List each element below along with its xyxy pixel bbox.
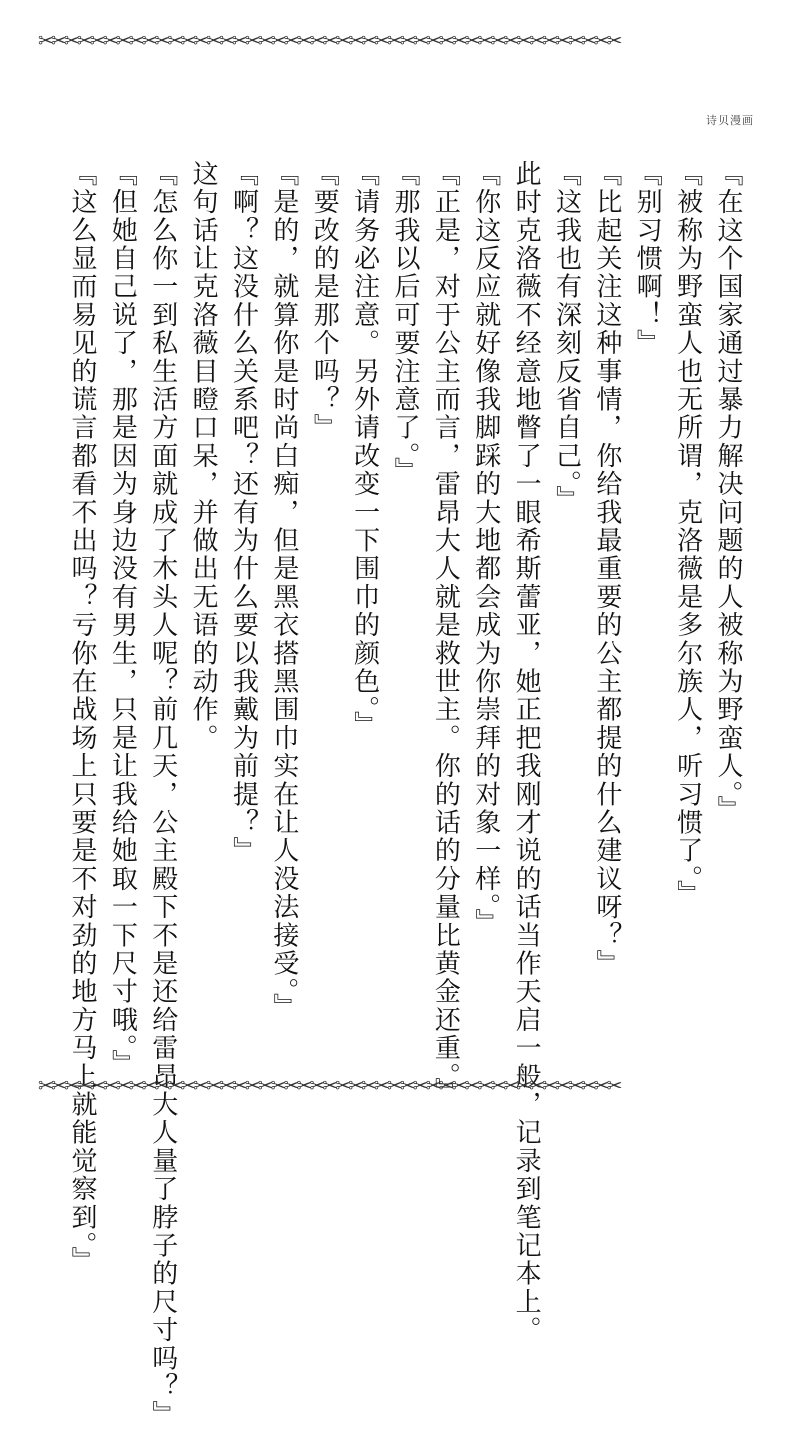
text-line-2: 『被称为野蛮人也无所谓，克洛薇是多尔族人，听习惯了。』 [672, 160, 703, 909]
text-line-8: 『正是，对于公主而言，雷昂大人就是救世主。你的话的分量比黄金还重。』 [430, 160, 461, 1106]
text-line-4: 『比起关注这种事情，你给我最重要的公主都提的什么建议呀？』 [591, 160, 622, 978]
top-decorative-border: ✂✂✂✂✂✂✂✂✂✂✂✂✂✂✂✂✂✂✂✂✂✂✂✂✂✂✂✂✂✂✂✂✂✂✂✂✂✂✂✂✂✂✂✂✂ [38, 30, 620, 52]
text-line-15: 『怎么你一到私生活方面就成了木头人呢？前几天，公主殿下不是还给雷昂大人量了脖子的尺寸吗？』 [147, 160, 178, 1429]
text-line-13: 『啊？这没什么关系吧？还有为什么要以我戴为前提？』 [228, 160, 259, 865]
text-line-10: 『请务必注意。另外请改变一下围巾的颜色。』 [349, 160, 380, 740]
text-line-11: 『要改的是那个吗？』 [309, 160, 340, 442]
text-line-6: 此时克洛薇不经意地瞥了一眼希斯蕾亚，她正把我刚才说的话当作天启一般，记录到笔记本上。 [511, 160, 542, 1345]
bottom-decorative-border: ✂✂✂✂✂✂✂✂✂✂✂✂✂✂✂✂✂✂✂✂✂✂✂✂✂✂✂✂✂✂✂✂✂✂✂✂✂✂✂✂✂✂✂✂✂ [38, 1075, 620, 1097]
text-line-9: 『那我以后可要注意了。』 [390, 160, 420, 486]
text-line-16: 『但她自己说了，那是因为身边没有男生，只是让我给她取一下尺寸哦。』 [107, 160, 138, 1078]
text-line-1: 『在这个国家通过暴力解决问题的人被称为野蛮人。』 [713, 160, 743, 824]
text-line-14: 这句话让克洛薇目瞪口呆，并做出无语的动作。 [188, 160, 219, 753]
vertical-text-body [62, 160, 748, 1429]
watermark: 诗贝漫画 [706, 114, 754, 127]
text-line-3: 『别习惯啊！』 [632, 160, 663, 358]
text-line-5: 『这我也有深刻反省自己。』 [551, 160, 582, 514]
text-line-7: 『你这反应就好像我脚踩的大地都会成为你崇拜的对象一样。』 [470, 160, 501, 937]
text-line-12: 『是的，就算你是时尚白痴，但是黑衣搭黑围巾实在让人没法接受。』 [268, 160, 299, 1022]
text-line-17: 『这么显而易见的谎言都看不出吗？亏你在战场上只要是不对劲的地方马上就能觉察到。』 [67, 160, 97, 1275]
